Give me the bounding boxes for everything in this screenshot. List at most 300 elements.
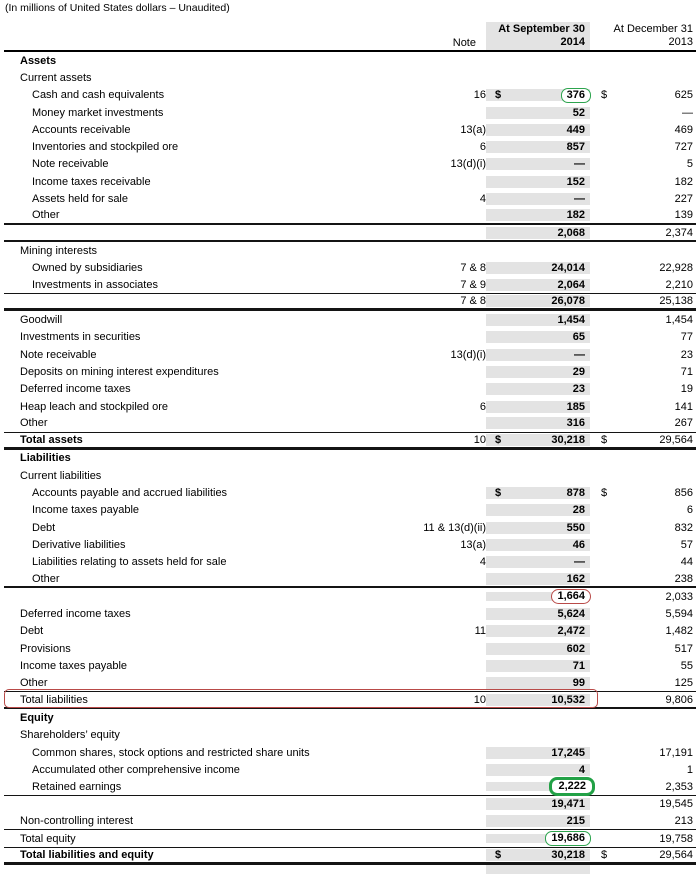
value-2013: 5: [686, 158, 693, 171]
dollar-sign: $: [495, 848, 502, 861]
table-row: [4, 69, 696, 86]
row-label: Non-controlling interest: [20, 815, 134, 828]
value-2014-content: [495, 782, 585, 791]
value-2014-cell: [486, 176, 590, 188]
value-2014: 878: [566, 487, 585, 500]
value-2013: 19,545: [659, 798, 693, 811]
value-2014-cell: [486, 124, 590, 136]
value-2014-cell: [486, 782, 590, 791]
value-2013-content: [601, 176, 693, 188]
row-label: Mining interests: [20, 244, 98, 257]
value-2013: 517: [674, 642, 693, 655]
value-2014-cell: [486, 434, 590, 446]
value-2014-content: [495, 295, 585, 307]
value-2014-content: [495, 349, 585, 361]
note-ref: 6: [479, 141, 486, 154]
value-2014-cell: [486, 366, 590, 378]
row-label: Retained earnings: [32, 780, 122, 793]
green-highlight-annotation: [561, 88, 591, 103]
value-2014-cell: [486, 747, 590, 759]
green-highlight-annotation: [549, 777, 595, 796]
value-2013-content: [601, 262, 693, 274]
value-2013-content: [601, 331, 693, 343]
value-2013-content: [601, 366, 693, 378]
value-2013: 6: [686, 504, 693, 517]
note-ref: 11: [474, 625, 486, 638]
value-2014-content: [495, 504, 585, 516]
row-label: Heap leach and stockpiled ore: [20, 400, 168, 413]
value-2013-content: [601, 504, 693, 516]
value-2013: 213: [674, 815, 693, 828]
table-row: [4, 744, 696, 761]
value-2014-content: [495, 401, 585, 413]
value-2013-content: [601, 781, 693, 793]
table-row: [4, 87, 696, 104]
value-2014-content: [495, 747, 585, 759]
value-2014-cell: [486, 592, 590, 601]
note-ref: 7 & 9: [460, 279, 486, 291]
value-2014-content: [495, 798, 585, 810]
value-2014: 185: [566, 400, 585, 413]
dollar-sign: $: [495, 89, 502, 102]
table-row: [4, 606, 696, 623]
value-2014-cell: [486, 608, 590, 620]
value-2013: 856: [674, 487, 693, 500]
row-label: Derivative liabilities: [32, 538, 126, 551]
value-2014-content: [495, 522, 585, 534]
value-2014-content: [495, 434, 585, 446]
section-or-total-row: [4, 848, 696, 865]
value-2013: 1: [686, 763, 693, 776]
value-2014-cell: [486, 487, 590, 499]
value-2014-content: [495, 383, 585, 395]
value-2014-cell: [486, 556, 590, 568]
row-label: Total assets: [20, 433, 83, 446]
value-2013-content: [601, 107, 693, 119]
value-2014-cell: [486, 107, 590, 119]
value-2013: 2,033: [665, 590, 693, 603]
row-label: Liabilities relating to assets held for sale: [32, 556, 227, 569]
table-row: [4, 467, 696, 484]
value-2013-cell: [590, 349, 696, 361]
value-2013-cell: [590, 522, 696, 534]
value-2014: 17,245: [551, 746, 585, 759]
value-2014-content: [495, 643, 585, 655]
table-row: [4, 138, 696, 155]
value-2013-content: [601, 383, 693, 395]
value-2014-cell: [486, 295, 590, 307]
table-row: [4, 778, 696, 795]
value-2013-cell: [590, 487, 696, 499]
note-ref: 7 & 8: [460, 262, 486, 275]
row-label: Accounts payable and accrued liabilities: [32, 487, 228, 500]
value-2014-content: [495, 608, 585, 620]
value-2014-content: [495, 124, 585, 136]
value-2014: 29: [572, 365, 585, 378]
value-2013-content: [601, 608, 693, 620]
table-row: [4, 277, 696, 294]
value-2013-cell: [590, 262, 696, 274]
value-2013-cell: [590, 591, 696, 603]
value-2014: —: [574, 556, 585, 569]
value-2013-content: [601, 798, 693, 810]
row-label: Owned by subsidiaries: [32, 262, 143, 275]
value-2013-cell: [590, 677, 696, 689]
value-2013-content: [601, 209, 693, 221]
value-2013: 469: [674, 123, 693, 136]
value-2013-content: [601, 227, 693, 239]
row-label: Cash and cash equivalents: [32, 89, 165, 102]
value-2013-cell: [590, 660, 696, 672]
value-2014-cell: [486, 625, 590, 637]
value-2014-cell: [486, 417, 590, 429]
value-2014: 10,532: [551, 693, 585, 706]
value-2014-content: [495, 573, 585, 585]
value-2013-content: [601, 815, 693, 827]
row-label: Debt: [32, 521, 56, 534]
value-2014: 182: [566, 209, 585, 222]
section-or-total-row: [4, 709, 696, 726]
value-2014: 99: [572, 676, 585, 689]
value-2014-content: [495, 694, 585, 706]
value-2013: 625: [674, 89, 693, 102]
value-2013: 267: [674, 417, 693, 430]
value-2013: 17,191: [659, 746, 693, 759]
row-label: Inventories and stockpiled ore: [32, 141, 179, 154]
value-2014: —: [574, 193, 585, 206]
value-2013-cell: [590, 401, 696, 413]
row-label: Income taxes payable: [32, 504, 140, 517]
value-2013: —: [682, 106, 693, 119]
dollar-sign: $: [601, 89, 608, 102]
row-label: Assets held for sale: [32, 193, 128, 206]
table-row: [4, 727, 696, 744]
value-2014-content: [495, 366, 585, 378]
value-2014: 30,218: [551, 848, 585, 861]
value-2013-cell: [590, 107, 696, 119]
value-2014-cell: [486, 262, 590, 274]
value-2014-cell: [486, 522, 590, 534]
table-row: [4, 242, 696, 259]
row-label: Assets: [20, 54, 57, 67]
value-2013: 238: [674, 572, 693, 585]
value-2013-content: [601, 625, 693, 637]
value-2014: 5,624: [557, 608, 585, 621]
value-2014-cell: [486, 834, 590, 843]
value-2014: 602: [566, 642, 585, 655]
value-2013: 2,353: [665, 780, 693, 793]
value-2014-content: [495, 487, 585, 499]
value-2014: 1,664: [557, 590, 585, 603]
value-2014-cell: [486, 89, 590, 101]
table-row: [4, 761, 696, 778]
row-label: Common shares, stock options and restricted share units: [32, 746, 310, 759]
units-tagline: (In millions of United States dollars – Unaudited): [5, 2, 230, 14]
value-2014-content: [495, 141, 585, 153]
note-ref: 13(a): [460, 123, 486, 136]
value-2013-content: [601, 643, 693, 655]
value-2014: 65: [572, 331, 585, 344]
value-2013-cell: [590, 815, 696, 827]
value-2013-cell: [590, 556, 696, 568]
note-ref: 13(d)(i): [450, 158, 486, 171]
value-2013: 44: [680, 556, 693, 569]
value-2014: 550: [566, 521, 585, 534]
row-label: Total liabilities: [20, 693, 88, 706]
red-highlight-annotation: [551, 589, 591, 604]
dollar-sign: $: [601, 433, 608, 446]
note-ref: 13(a): [460, 538, 486, 551]
value-2014-cell: [486, 227, 590, 239]
table-row: [4, 519, 696, 536]
green-highlight-annotation: [545, 831, 591, 846]
value-2014-content: [495, 314, 585, 326]
value-2014-cell: [486, 331, 590, 343]
column-header-empty: [4, 22, 398, 50]
column-header-2013: [590, 22, 696, 50]
value-2013-cell: [590, 158, 696, 170]
table-row: [4, 311, 696, 328]
value-2013: 25,138: [659, 295, 693, 308]
value-2013-cell: [590, 833, 696, 845]
note-ref: 10: [473, 693, 486, 706]
row-label: Provisions: [20, 642, 71, 655]
section-or-total-row: [4, 52, 696, 69]
row-label: Current assets: [20, 71, 92, 84]
value-2013-cell: [590, 608, 696, 620]
value-2013-cell: [590, 694, 696, 706]
value-2014-cell: [486, 539, 590, 551]
value-2014: 26,078: [551, 295, 585, 308]
value-2013-content: [601, 279, 693, 291]
value-2013: 29,564: [659, 848, 693, 861]
row-label: Other: [32, 209, 60, 222]
dollar-sign: $: [601, 487, 608, 500]
value-2013: 29,564: [659, 433, 693, 446]
value-2013-content: [601, 660, 693, 672]
value-2014: 30,218: [551, 433, 585, 446]
table-row: [4, 640, 696, 657]
value-2013-content: [601, 193, 693, 205]
value-2014-content: [495, 417, 585, 429]
value-2014-content: [495, 625, 585, 637]
value-2014: 24,014: [551, 262, 585, 275]
value-2014-content: [495, 660, 585, 672]
row-label: Other: [32, 572, 60, 585]
value-2013-cell: [590, 643, 696, 655]
value-2013-cell: [590, 747, 696, 759]
value-2013-content: [601, 141, 693, 153]
value-2013-cell: [590, 89, 696, 101]
note-ref: 16: [473, 89, 486, 102]
section-or-total-row: [4, 433, 696, 450]
row-label: Goodwill: [20, 314, 63, 327]
value-2014: —: [574, 158, 585, 171]
table-row: [4, 796, 696, 813]
value-2013-cell: [590, 781, 696, 793]
value-2013-content: [601, 487, 693, 499]
value-2014-content: [495, 764, 585, 776]
value-2013-content: [601, 556, 693, 568]
row-label: Other: [20, 417, 48, 430]
value-2013-cell: [590, 227, 696, 239]
row-label: Note receivable: [20, 348, 97, 361]
value-2013-content: [601, 401, 693, 413]
value-2013: 5,594: [665, 608, 693, 621]
dollar-sign: $: [601, 848, 608, 861]
column-header-2014-line1: At September 30: [498, 23, 585, 35]
value-2013: 55: [680, 660, 693, 673]
value-2014-content: [495, 815, 585, 827]
table-row: [4, 588, 696, 605]
table-row: [4, 363, 696, 380]
value-2014: 1,454: [557, 314, 585, 327]
value-2013: 1,454: [665, 314, 693, 327]
value-2013-cell: [590, 504, 696, 516]
table-row: [4, 484, 696, 501]
value-2014-cell: [486, 815, 590, 827]
value-2013-content: [601, 764, 693, 776]
row-label: Debt: [20, 625, 44, 638]
value-2014-content: [495, 279, 585, 291]
value-2013-cell: [590, 331, 696, 343]
value-2014: 2,068: [557, 226, 585, 239]
table-row: [4, 623, 696, 640]
value-2013: 1,482: [665, 625, 693, 638]
value-2013: 19,758: [659, 832, 693, 845]
row-label: Liabilities: [20, 452, 71, 465]
value-2013-cell: [590, 798, 696, 810]
value-2013-cell: [590, 193, 696, 205]
value-2014: 857: [566, 141, 585, 154]
value-2013-content: [601, 158, 693, 170]
value-2013-cell: [590, 625, 696, 637]
row-label: Investments in securities: [20, 331, 141, 344]
value-2014: 215: [566, 815, 585, 828]
value-2014-content: [495, 209, 585, 221]
value-2014-content: [495, 193, 585, 205]
column-header-note: Note: [452, 37, 476, 49]
value-2013-content: [601, 747, 693, 759]
value-2014-content: [495, 331, 585, 343]
value-2013-content: [601, 591, 693, 603]
value-2013-content: [601, 434, 693, 446]
value-2014: 162: [566, 572, 585, 585]
value-2013-cell: [590, 573, 696, 585]
value-2013: 125: [674, 676, 693, 689]
table-row: [4, 190, 696, 207]
value-2013: 832: [674, 521, 693, 534]
table-row: [4, 675, 696, 692]
table-row: [4, 813, 696, 830]
value-2013-cell: [590, 209, 696, 221]
value-2014-content: [495, 834, 585, 843]
row-label: Current liabilities: [20, 469, 102, 482]
value-2013-content: [601, 349, 693, 361]
value-2014-content: [495, 158, 585, 170]
table-row: [4, 294, 696, 311]
value-2013-content: [601, 522, 693, 534]
value-2014: 28: [572, 504, 585, 517]
value-2013: 22,928: [659, 262, 693, 275]
table-row: [4, 346, 696, 363]
row-label: Total equity: [20, 832, 76, 845]
value-2013: 71: [680, 365, 693, 378]
value-2014-content: [495, 849, 585, 861]
table-row: [4, 173, 696, 190]
row-label: Shareholders’ equity: [20, 729, 120, 742]
value-2013: 227: [674, 193, 693, 206]
value-2014-cell: [486, 764, 590, 776]
row-label: Accounts receivable: [32, 123, 131, 136]
value-2014: 376: [566, 88, 585, 101]
value-2014: 71: [572, 660, 585, 673]
column-header-2013-line1: At December 31: [613, 23, 693, 35]
value-2014: 19,686: [551, 832, 585, 844]
value-2013: 141: [674, 400, 693, 413]
value-2013-content: [601, 694, 693, 706]
value-2013: 727: [674, 141, 693, 154]
note-ref: 4: [479, 556, 486, 569]
row-label: Deferred income taxes: [20, 383, 131, 396]
value-2013: 2,210: [665, 279, 693, 291]
dollar-sign: $: [495, 433, 502, 446]
value-2014: 2,222: [558, 780, 586, 793]
value-2014-cell: [486, 141, 590, 153]
value-2014: 316: [566, 417, 585, 430]
balance-sheet-rows: [4, 52, 696, 865]
value-2013-content: [601, 573, 693, 585]
value-2013-content: [601, 539, 693, 551]
value-2013-content: [601, 849, 693, 861]
value-2014: —: [574, 348, 585, 361]
row-label: Total liabilities and equity: [20, 848, 154, 861]
value-2013-content: [601, 417, 693, 429]
value-2013-content: [601, 677, 693, 689]
value-2014: 152: [566, 175, 585, 188]
value-2013: 9,806: [665, 693, 693, 706]
value-2013-cell: [590, 366, 696, 378]
value-2014-content: [495, 262, 585, 274]
value-2014-content: [495, 556, 585, 568]
section-or-total-row: [4, 450, 696, 467]
row-label: Accumulated other comprehensive income: [32, 763, 240, 776]
value-2013-content: [601, 295, 693, 307]
value-2013-cell: [590, 539, 696, 551]
value-2014-content: [495, 89, 585, 101]
table-row: [4, 657, 696, 674]
table-row: [4, 692, 696, 709]
value-2014-cell: [486, 209, 590, 221]
value-2014: 449: [566, 123, 585, 136]
value-2013-content: [601, 833, 693, 845]
table-row: [4, 830, 696, 847]
value-2014-content: [495, 539, 585, 551]
value-2014-content: [495, 107, 585, 119]
value-2014-cell: [486, 694, 590, 706]
value-2014-content: [495, 677, 585, 689]
value-2013: 19: [680, 383, 693, 396]
value-2014: 2,472: [557, 625, 585, 638]
value-2014-cell: [486, 504, 590, 516]
value-2013-content: [601, 314, 693, 326]
table-row: [4, 554, 696, 571]
note-ref: 10: [473, 433, 486, 446]
value-2013-content: [601, 89, 693, 101]
value-2014: 2,064: [557, 279, 585, 291]
value-2014-cell: [486, 158, 590, 170]
value-2013: 139: [674, 209, 693, 222]
